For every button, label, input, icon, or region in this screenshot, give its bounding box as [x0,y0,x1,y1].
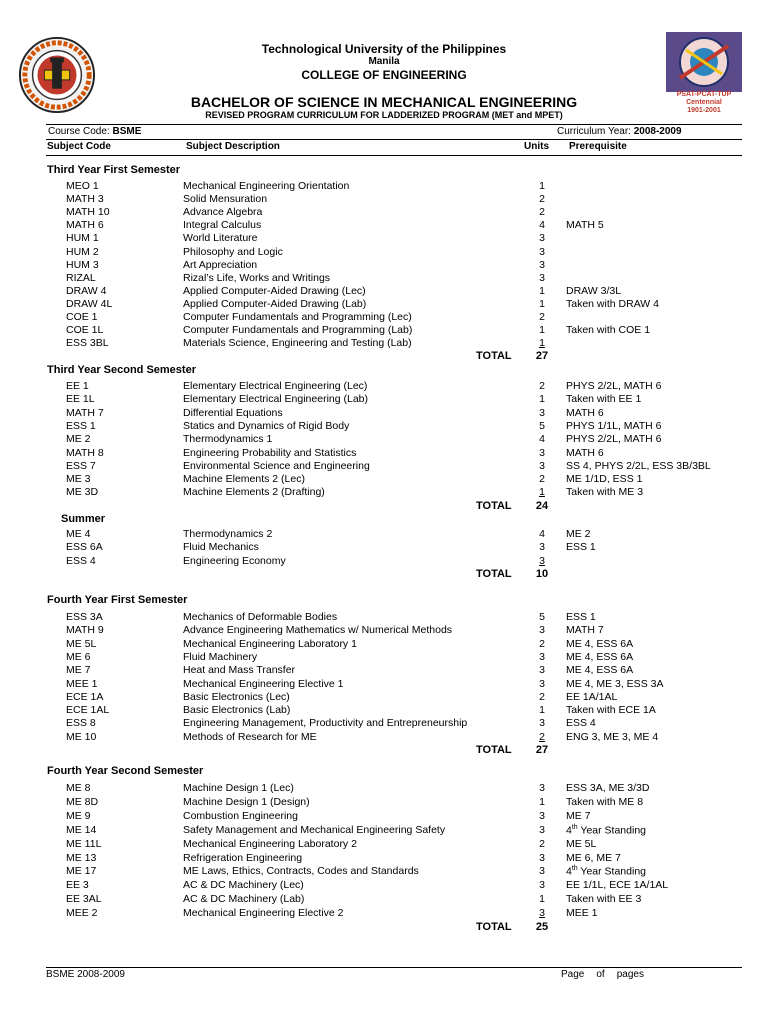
subject-prerequisite: ME 6, ME 7 [566,851,621,864]
subject-description: Advance Algebra [183,206,263,219]
table-row [0,555,768,568]
subject-code: RIZAL [66,271,96,284]
subject-prerequisite: Taken with ECE 1A [566,704,656,717]
subject-description: Mechanical Engineering Laboratory 1 [183,637,357,650]
subject-description: Mechanics of Deformable Bodies [183,611,338,623]
centennial-caption [655,91,753,115]
subject-code: MEO 1 [66,180,99,192]
subject-units: 1 [539,795,545,808]
subject-description: Elementary Electrical Engineering (Lab) [183,393,369,406]
subject-description: Mechanical Engineering Orientation [183,180,350,192]
table-row [0,460,768,473]
subject-description: Art Appreciation [183,258,258,271]
subject-units: 2 [539,837,545,850]
table-row [0,717,768,730]
subject-prerequisite: ESS 1 [566,541,596,554]
divider [46,124,742,125]
subject-description: Engineering Management, Productivity and Entrepreneurship [183,717,468,730]
subject-code: EE 1L [66,393,95,406]
subject-units: 3 [539,717,545,730]
subject-units: 3 [539,809,545,822]
subject-description: Mechanical Engineering Elective 1 [183,677,344,690]
subject-units: 2 [539,637,545,650]
subject-prerequisite: PHYS 1/1L, MATH 6 [566,419,662,432]
table-row [0,678,768,691]
subject-units: 2 [539,690,545,703]
semester-title: Fourth Year Second Semester [47,765,204,777]
total-units: 27 [535,744,549,756]
subject-units: 3 [539,782,545,794]
subject-code: ME 8D [66,795,99,808]
subject-code: ME 2 [66,433,91,446]
subject-units: 1 [539,704,545,717]
subject-description: World Literature [183,232,258,245]
subject-code: ME 9 [66,809,91,822]
total-row [0,500,768,514]
table-row [0,311,768,324]
subject-description: AC & DC Machinery (Lab) [183,893,305,906]
page-label: Page [561,969,585,980]
table-row [0,907,768,920]
subject-units: 1 [539,297,545,310]
total-units: 27 [535,350,549,363]
subject-units: 3 [539,446,545,459]
subject-code: HUM 3 [66,258,99,271]
subject-description: Rizal’s Life, Works and Writings [183,271,331,284]
total-units: 10 [535,567,549,580]
total-label: TOTAL [476,921,512,933]
subject-units: 3 [539,865,545,878]
subject-code: ESS 8 [66,717,96,730]
subject-prerequisite: EE 1/1L, ECE 1A/1AL [566,879,669,892]
subject-description: Computer Fundamentals and Programming (Lec) [183,311,412,323]
subject-description: Thermodynamics 2 [183,528,273,540]
subject-units: 3 [539,879,545,892]
subject-prerequisite: ME 4, ESS 6A [566,650,634,663]
subject-code: ME 13 [66,851,97,864]
subject-units: 1 [539,180,545,192]
subject-units: 3 [539,851,545,864]
table-row [0,447,768,460]
meta-row [46,126,742,138]
total-label: TOTAL [476,350,512,363]
subject-description: Fluid Machinery [183,650,258,663]
college-name: COLLEGE OF ENGINEERING [301,68,467,82]
subject-description: Refrigeration Engineering [183,851,303,864]
program-subtitle: REVISED PROGRAM CURRICULUM FOR LADDERIZED PROGRAM (MET and MPET) [205,110,563,120]
subject-description: Heat and Mass Transfer [183,664,296,677]
column-header-code: Subject Code [47,141,111,152]
subject-code: ME 17 [66,865,97,878]
subject-description: Differential Equations [183,406,283,419]
subject-units: 3 [539,459,545,472]
subject-code: ME 3D [66,486,99,499]
subject-units: 1 [539,324,545,337]
subject-code: MATH 7 [66,406,104,419]
subject-prerequisite: SS 4, PHYS 2/2L, ESS 3B/3BL [566,459,711,472]
subject-code: ME 11L [66,837,102,850]
table-row [0,624,768,637]
subject-units: 3 [539,650,545,663]
caption-line: PSAT-PCAT-TUP [676,91,732,98]
caption-line: 1901-2001 [687,107,721,114]
subject-description: ME Laws, Ethics, Contracts, Codes and Standards [183,865,419,878]
subject-description: Solid Mensuration [183,193,268,206]
subject-units: 3 [539,541,545,554]
subject-code: HUM 1 [66,232,99,245]
subject-prerequisite: Taken with DRAW 4 [566,297,659,310]
table-row [0,433,768,446]
subject-code: ME 5L [66,637,97,650]
subject-description: Basic Electronics (Lec) [183,690,290,703]
subject-units: 5 [539,419,545,432]
total-row [0,350,768,364]
subject-units: 2 [539,311,545,323]
subject-prerequisite: PHYS 2/2L, MATH 6 [566,433,662,446]
subject-units: 2 [539,380,545,392]
subject-units: 4 [539,528,545,540]
subject-units: 2 [539,206,545,219]
subject-prerequisite: Taken with EE 1 [566,393,642,406]
subject-units: 3 [539,823,545,836]
of-label: of [596,969,605,980]
subject-description: Basic Electronics (Lab) [183,704,291,717]
caption-line: Centennial [686,99,722,106]
total-label: TOTAL [476,567,512,580]
table-row [0,810,768,823]
subject-code: MEE 1 [66,677,98,690]
subject-units: 4 [539,219,545,232]
table-row [0,486,768,499]
subject-code: ME 3 [66,473,91,486]
subject-description: Mechanical Engineering Laboratory 2 [183,837,357,850]
subject-code: MATH 9 [66,624,104,637]
subject-description: Machine Design 1 (Lec) [183,782,294,794]
table-row [0,232,768,245]
subject-units: 3 [539,232,545,245]
subject-units: 3 [539,907,545,920]
table-row [0,180,768,193]
subject-units: 1 [539,893,545,906]
total-label: TOTAL [476,744,512,756]
subject-code: DRAW 4L [66,297,113,310]
subject-code: ECE 1A [66,690,104,703]
table-row [0,865,768,878]
table-row [0,298,768,311]
centennial-logo-icon [666,32,742,92]
subject-units: 3 [539,664,545,677]
subject-description: Integral Calculus [183,219,262,232]
subject-description: Advance Engineering Mathematics w/ Numerical Methods [183,624,453,637]
subject-description: Machine Elements 2 (Lec) [183,473,305,486]
subject-description: Materials Science, Engineering and Testing (Lab) [183,337,412,350]
subject-description: Fluid Mechanics [183,541,259,554]
university-name: Technological University of the Philippines [261,42,507,56]
semester-title: Third Year First Semester [47,164,181,176]
table-row [0,206,768,219]
subject-units: 2 [539,730,545,743]
document-header [0,0,768,124]
subject-prerequisite: MATH 6 [566,446,604,459]
subject-code: HUM 2 [66,245,99,258]
course-code-label: Course Code: [48,126,113,137]
subject-code: ME 10 [66,730,97,743]
subject-description: Engineering Economy [183,554,286,567]
subject-prerequisite: DRAW 3/3L [566,284,622,297]
subject-prerequisite: 4th Year Standing [566,865,646,878]
city-name: Manila [368,56,400,67]
subject-prerequisite: ENG 3, ME 3, ME 4 [566,730,659,743]
subject-description: Safety Management and Mechanical Engineering Safety [183,823,446,836]
subject-units: 3 [539,258,545,271]
subject-prerequisite: ME 7 [566,809,591,822]
column-header-description: Subject Description [186,141,280,152]
subject-code: ME 6 [66,650,91,663]
table-row [0,651,768,664]
table-row [0,259,768,272]
total-label: TOTAL [476,499,512,512]
table-row [0,731,768,744]
subject-prerequisite: MEE 1 [566,907,598,920]
total-row [0,568,768,582]
table-row [0,337,768,350]
subject-description: Engineering Probability and Statistics [183,446,357,459]
subject-prerequisite: Taken with ME 3 [566,486,644,499]
subject-prerequisite: ME 4, ESS 6A [566,664,634,677]
course-code-value: BSME [112,126,142,137]
curriculum-year-value: 2008-2009 [633,126,682,137]
semester-title: Fourth Year First Semester [47,594,188,606]
table-row [0,879,768,892]
table-row [0,407,768,420]
subject-code: DRAW 4 [66,284,107,297]
subject-description: Machine Elements 2 (Drafting) [183,486,325,499]
subject-code: ECE 1AL [66,704,110,717]
subject-units: 2 [539,193,545,206]
footer-label: BSME 2008-2009 [46,969,125,980]
subject-units: 3 [539,245,545,258]
table-row [0,528,768,541]
table-row [0,324,768,337]
subject-code: COE 1 [66,311,98,323]
table-row [0,219,768,232]
curriculum-year [557,126,682,137]
table-row [0,272,768,285]
subject-units: 1 [539,284,545,297]
subject-prerequisite: MATH 7 [566,624,604,637]
total-row [0,921,768,935]
table-row [0,782,768,795]
subject-description: Computer Fundamentals and Programming (Lab) [183,324,413,337]
subject-description: Elementary Electrical Engineering (Lec) [183,380,368,392]
subject-code: EE 3AL [66,893,102,906]
subject-units: 3 [539,554,545,567]
subject-prerequisite: ME 4, ME 3, ESS 3A [566,677,664,690]
subject-code: MATH 8 [66,446,104,459]
subject-units: 3 [539,406,545,419]
footer-divider [46,967,742,968]
total-units: 25 [535,921,549,933]
subject-prerequisite: MATH 5 [566,219,604,232]
subject-prerequisite: Taken with ME 8 [566,795,644,808]
program-title: BACHELOR OF SCIENCE IN MECHANICAL ENGINEERING [190,94,578,110]
subject-description: Methods of Research for ME [183,730,317,743]
curriculum-year-label: Curriculum Year: [557,126,634,137]
subject-code: EE 1 [66,380,89,392]
subject-code: ESS 7 [66,459,96,472]
subject-units: 1 [539,337,545,350]
subject-code: ESS 4 [66,554,96,567]
subject-description: Philosophy and Logic [183,245,283,258]
subject-prerequisite: PHYS 2/2L, MATH 6 [566,380,662,392]
column-header-units: Units [524,141,549,152]
subject-units: 4 [539,433,545,446]
subject-code: COE 1L [66,324,104,337]
column-header-prerequisite: Prerequisite [569,141,627,152]
subject-code: ESS 1 [66,419,96,432]
table-row [0,691,768,704]
table-row [0,193,768,206]
subject-prerequisite: Taken with EE 3 [566,893,642,906]
table-row [0,246,768,259]
subject-description: Combustion Engineering [183,809,298,822]
table-row [0,393,768,406]
total-units: 24 [535,499,549,512]
subject-units: 3 [539,677,545,690]
page-indicator [561,969,656,980]
table-row [0,893,768,906]
subject-units: 1 [539,393,545,406]
subject-code: EE 3 [66,879,89,892]
subject-code: ME 14 [66,823,97,836]
table-row [0,611,768,624]
total-row [0,744,768,758]
subject-code: ME 7 [66,664,91,677]
subject-prerequisite: ME 1/1D, ESS 1 [566,473,643,486]
subject-prerequisite: ME 2 [566,528,591,540]
subject-prerequisite: MATH 6 [566,406,604,419]
subject-prerequisite: 4th Year Standing [566,823,646,837]
subject-code: ME 8 [66,782,91,794]
subject-code: ESS 6A [66,541,103,554]
subject-prerequisite: ESS 1 [566,611,596,623]
table-row [0,664,768,677]
semester-title: Third Year Second Semester [47,364,196,376]
subject-code: ESS 3BL [66,337,109,350]
course-code [48,126,141,137]
subject-code: ESS 3A [66,611,103,623]
subject-description: Machine Design 1 (Design) [183,795,310,808]
subject-code: MEE 2 [66,907,98,920]
divider [46,139,742,140]
table-row [0,380,768,393]
subject-description: Thermodynamics 1 [183,433,273,446]
semester-title: Summer [61,513,106,525]
subject-description: Applied Computer-Aided Drawing (Lec) [183,284,366,297]
subject-prerequisite: ME 5L [566,837,597,850]
subject-code: MATH 10 [66,206,110,219]
table-row [0,796,768,809]
subject-units: 3 [539,271,545,284]
table-row [0,838,768,851]
subject-prerequisite: Taken with COE 1 [566,324,651,337]
subject-prerequisite: ME 4, ESS 6A [566,637,634,650]
table-row [0,824,768,837]
subject-units: 5 [539,611,545,623]
table-row [0,704,768,717]
table-row [0,420,768,433]
subject-code: MATH 3 [66,193,104,206]
subject-description: Mechanical Engineering Elective 2 [183,907,344,920]
subject-code: MATH 6 [66,219,104,232]
table-row [0,852,768,865]
subject-description: Environmental Science and Engineering [183,459,370,472]
subject-code: ME 4 [66,528,91,540]
table-row [0,285,768,298]
pages-label: pages [616,969,644,980]
subject-description: Statics and Dynamics of Rigid Body [183,419,350,432]
subject-units: 1 [539,486,545,499]
subject-prerequisite: ESS 3A, ME 3/3D [566,782,650,794]
subject-units: 3 [539,624,545,637]
table-row [0,541,768,554]
divider [46,155,742,156]
subject-description: Applied Computer-Aided Drawing (Lab) [183,297,367,310]
subject-prerequisite: EE 1A/1AL [566,690,618,703]
subject-prerequisite: ESS 4 [566,717,596,730]
table-row [0,473,768,486]
table-row [0,638,768,651]
subject-description: AC & DC Machinery (Lec) [183,879,304,892]
subject-units: 2 [539,473,545,486]
